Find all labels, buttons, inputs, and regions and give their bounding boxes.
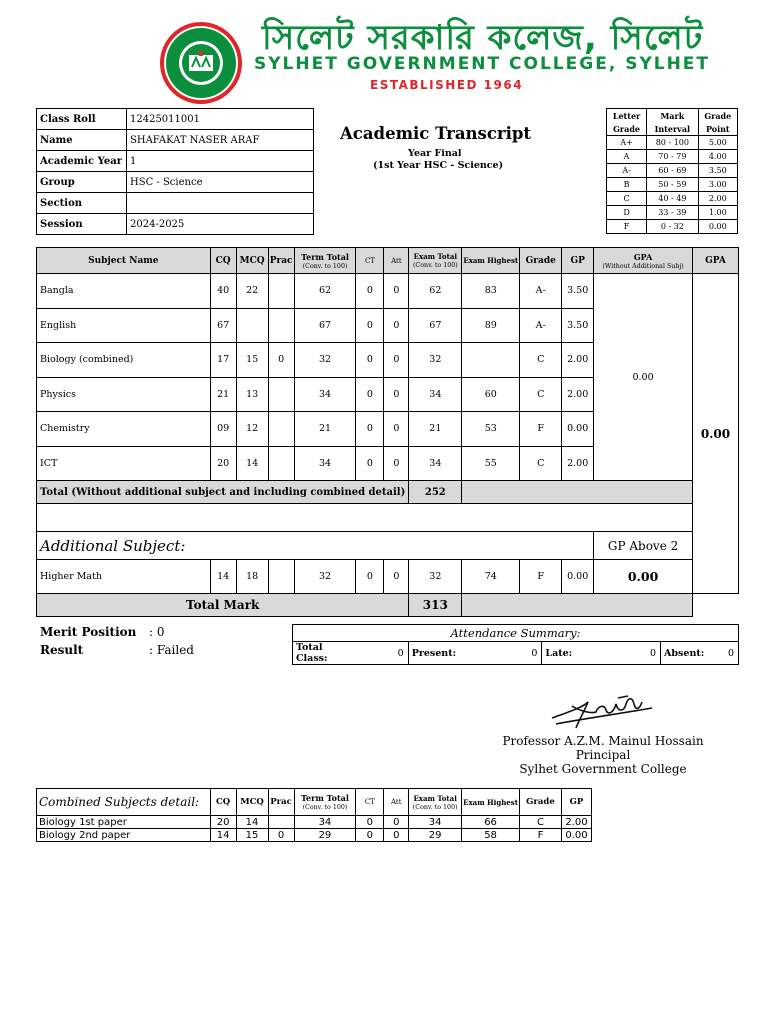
subject-highest: 55 (462, 446, 520, 481)
late-label: Late: (542, 642, 588, 665)
subject-term: 67 (294, 308, 356, 343)
col-grade: Grade (520, 248, 562, 274)
attendance-title: Attendance Summary: (293, 625, 739, 642)
subject-highest (462, 343, 520, 378)
absent-label: Absent: (661, 642, 707, 665)
additional-subject: Higher Math (37, 560, 211, 594)
combined-mcq: 14 (236, 816, 268, 829)
exam-name: Year Final (408, 148, 462, 159)
grade-scale-cell: A (607, 150, 647, 164)
grade-scale-cell: A+ (607, 136, 647, 150)
gpa-without-additional-value: 0.00 (594, 274, 693, 481)
combined-highest: 58 (462, 829, 520, 842)
grade-scale-row (607, 178, 738, 192)
signatory-name: Professor A.Z.M. Mainul Hossain (502, 734, 704, 748)
col-ct: CT (356, 248, 384, 274)
additional-term: 32 (294, 560, 356, 594)
subject-highest: 89 (462, 308, 520, 343)
combined-cq: 14 (210, 829, 236, 842)
student-info-label: Class Roll (37, 109, 127, 130)
gpa-value: 0.00 (692, 274, 738, 594)
subject-gp: 3.50 (562, 308, 594, 343)
subject-prac (268, 274, 294, 309)
subject-ct: 0 (356, 343, 384, 378)
subject-row (37, 274, 739, 309)
grade-scale-cell: D (607, 206, 647, 220)
subject-gp: 2.00 (562, 446, 594, 481)
col-term-total: Term Total (Conv. to 100) (294, 248, 356, 274)
grade-scale-cell: 3.50 (698, 164, 737, 178)
subject-term: 34 (294, 377, 356, 412)
subject-grade: A- (520, 274, 562, 309)
combined-col-att: Att (384, 789, 409, 816)
grade-scale-cell: 70 - 79 (647, 150, 698, 164)
student-info-label: Name (37, 130, 127, 151)
college-logo (158, 20, 244, 106)
established-year: ESTABLISHED 1964 (370, 78, 524, 92)
combined-col-cq: CQ (210, 789, 236, 816)
combined-grade: F (520, 829, 562, 842)
total-mark-label: Total Mark (37, 594, 409, 617)
additional-cq: 14 (210, 560, 236, 594)
grade-scale-row (607, 220, 738, 234)
combined-att: 0 (384, 829, 409, 842)
combined-ct: 0 (356, 816, 384, 829)
grade-scale-header: Point (698, 122, 737, 136)
combined-col-ct: CT (356, 789, 384, 816)
subject-exam: 62 (409, 274, 462, 309)
subject-ct: 0 (356, 308, 384, 343)
subject-highest: 60 (462, 377, 520, 412)
grade-scale-header: Mark (647, 109, 698, 123)
student-info-table (36, 108, 314, 235)
signatory-title: Principal (575, 748, 631, 762)
combined-term: 34 (294, 816, 356, 829)
subject-grade: F (520, 412, 562, 447)
subject-term: 34 (294, 446, 356, 481)
student-info-label: Group (37, 172, 127, 193)
gp-above-2-label: GP Above 2 (594, 532, 693, 560)
subject-mcq: 22 (236, 274, 268, 309)
student-info-value: 1 (127, 151, 314, 172)
subject-prac: 0 (268, 343, 294, 378)
merit-position-value: : 0 (149, 625, 165, 639)
additional-grade: F (520, 560, 562, 594)
combined-row (37, 816, 592, 829)
grade-scale-table (606, 108, 738, 234)
col-gpa: GPA (692, 248, 738, 274)
col-prac: Prac (268, 248, 294, 274)
absent-value: 0 (707, 642, 739, 665)
grade-scale-header: Letter (607, 109, 647, 123)
student-info-value: HSC - Science (127, 172, 314, 193)
subject-exam: 21 (409, 412, 462, 447)
subject-cq: 17 (210, 343, 236, 378)
subject-ct: 0 (356, 412, 384, 447)
subject-gp: 2.00 (562, 343, 594, 378)
total-class-label: Total Class: (293, 642, 353, 665)
subject-cq: 40 (210, 274, 236, 309)
grade-scale-cell: 1.00 (698, 206, 737, 220)
subject-term: 21 (294, 412, 356, 447)
result-label: Result (40, 643, 84, 657)
attendance-summary-table (292, 624, 739, 665)
grade-scale-header: Grade (607, 122, 647, 136)
subject-exam: 67 (409, 308, 462, 343)
subject-grade: A- (520, 308, 562, 343)
additional-subject-row (37, 560, 739, 594)
exam-subtitle: (1st Year HSC - Science) (373, 160, 504, 171)
subject-cq: 21 (210, 377, 236, 412)
subject-grade: C (520, 343, 562, 378)
subject-subject: English (37, 308, 211, 343)
student-info-label: Section (37, 193, 127, 214)
combined-col-grade: Grade (520, 789, 562, 816)
combined-highest: 66 (462, 816, 520, 829)
subject-att: 0 (384, 343, 409, 378)
subject-grade: C (520, 377, 562, 412)
subject-att: 0 (384, 412, 409, 447)
additional-prac (268, 560, 294, 594)
subject-mcq: 14 (236, 446, 268, 481)
results-table (36, 247, 739, 617)
total-without-additional-value: 252 (409, 481, 462, 504)
col-exam-total: Exam Total (Conv. to 100) (409, 248, 462, 274)
grade-scale-cell: 50 - 59 (647, 178, 698, 192)
student-info-value: SHAFAKAT NASER ARAF (127, 130, 314, 151)
subject-highest: 53 (462, 412, 520, 447)
present-label: Present: (408, 642, 462, 665)
grade-scale-row (607, 150, 738, 164)
combined-term: 29 (294, 829, 356, 842)
combined-row (37, 829, 592, 842)
grade-scale-header: Grade (698, 109, 737, 123)
student-info-row (37, 151, 314, 172)
grade-scale-row (607, 192, 738, 206)
subject-att: 0 (384, 274, 409, 309)
combined-exam: 34 (409, 816, 462, 829)
grade-scale-cell: C (607, 192, 647, 206)
grade-scale-cell: 0 - 32 (647, 220, 698, 234)
combined-col-term-total: Term Total (Conv. to 100) (294, 789, 356, 816)
subject-term: 62 (294, 274, 356, 309)
combined-cq: 20 (210, 816, 236, 829)
combined-col-mcq: MCQ (236, 789, 268, 816)
transcript-title: Academic Transcript (340, 124, 532, 143)
grade-scale-cell: 0.00 (698, 220, 737, 234)
grade-scale-row (607, 206, 738, 220)
gp-above-2-value: 0.00 (594, 560, 693, 594)
subject-subject: Physics (37, 377, 211, 412)
subject-highest: 83 (462, 274, 520, 309)
signatory-organization: Sylhet Government College (519, 762, 687, 776)
college-name-bangla: সিলেট সরকারি কলেজ, সিলেট (262, 18, 704, 58)
combined-grade: C (520, 816, 562, 829)
student-info-row (37, 130, 314, 151)
col-subject-name: Subject Name (37, 248, 211, 274)
subject-grade: C (520, 446, 562, 481)
subject-cq: 67 (210, 308, 236, 343)
subject-prac (268, 377, 294, 412)
subject-att: 0 (384, 446, 409, 481)
student-info-row (37, 109, 314, 130)
subject-subject: Biology (combined) (37, 343, 211, 378)
combined-prac: 0 (268, 829, 294, 842)
col-exam-highest: Exam Highest (462, 248, 520, 274)
subject-subject: ICT (37, 446, 211, 481)
combined-subject: Biology 2nd paper (37, 829, 211, 842)
combined-col-gp: GP (561, 789, 591, 816)
additional-gp: 0.00 (562, 560, 594, 594)
student-info-value: 2024-2025 (127, 214, 314, 235)
student-info-label: Academic Year (37, 151, 127, 172)
grade-scale-header: Interval (647, 122, 698, 136)
additional-ct: 0 (356, 560, 384, 594)
grade-scale-row (607, 136, 738, 150)
additional-subject-label: Additional Subject: (37, 532, 594, 560)
combined-col-exam-total: Exam Total (Conv. to 100) (409, 789, 462, 816)
subject-cq: 09 (210, 412, 236, 447)
subject-exam: 34 (409, 446, 462, 481)
combined-subject: Biology 1st paper (37, 816, 211, 829)
grade-scale-cell: 2.00 (698, 192, 737, 206)
combined-prac (268, 816, 294, 829)
col-att: Att (384, 248, 409, 274)
combined-title: Combined Subjects detail: (37, 789, 211, 816)
total-without-additional-row (37, 481, 739, 504)
additional-mcq: 18 (236, 560, 268, 594)
col-mcq: MCQ (236, 248, 268, 274)
col-gp: GP (562, 248, 594, 274)
principal-signature (548, 688, 666, 734)
merit-position-label: Merit Position (40, 625, 137, 639)
subject-gp: 3.50 (562, 274, 594, 309)
grade-scale-cell: 80 - 100 (647, 136, 698, 150)
combined-gp: 0.00 (561, 829, 591, 842)
student-info-value: 12425011001 (127, 109, 314, 130)
student-info-label: Session (37, 214, 127, 235)
subject-mcq: 12 (236, 412, 268, 447)
student-info-row (37, 172, 314, 193)
combined-exam: 29 (409, 829, 462, 842)
present-value: 0 (462, 642, 542, 665)
total-without-additional-label: Total (Without additional subject and including combined detail) (37, 481, 409, 504)
grade-scale-cell: 40 - 49 (647, 192, 698, 206)
grade-scale-cell: F (607, 220, 647, 234)
grade-scale-cell: 4.00 (698, 150, 737, 164)
grade-scale-cell: B (607, 178, 647, 192)
college-name-english: SYLHET GOVERNMENT COLLEGE, SYLHET (254, 54, 711, 74)
combined-ct: 0 (356, 829, 384, 842)
subject-mcq: 15 (236, 343, 268, 378)
subject-gp: 2.00 (562, 377, 594, 412)
total-class-value: 0 (352, 642, 408, 665)
additional-att: 0 (384, 560, 409, 594)
total-mark-filler (462, 594, 693, 617)
subject-prac (268, 446, 294, 481)
total-mark-value: 313 (409, 594, 462, 617)
student-info-row (37, 193, 314, 214)
subject-ct: 0 (356, 446, 384, 481)
grade-scale-cell: A- (607, 164, 647, 178)
grade-scale-cell: 33 - 39 (647, 206, 698, 220)
subject-att: 0 (384, 308, 409, 343)
combined-col-exam-highest: Exam Highest (462, 789, 520, 816)
additional-exam: 32 (409, 560, 462, 594)
subject-mcq: 13 (236, 377, 268, 412)
subject-subject: Bangla (37, 274, 211, 309)
subject-prac (268, 308, 294, 343)
subject-term: 32 (294, 343, 356, 378)
student-info-row (37, 214, 314, 235)
grade-scale-cell: 3.00 (698, 178, 737, 192)
subject-cq: 20 (210, 446, 236, 481)
combined-gp: 2.00 (561, 816, 591, 829)
grade-scale-cell: 5.00 (698, 136, 737, 150)
subject-exam: 34 (409, 377, 462, 412)
grade-scale-cell: 60 - 69 (647, 164, 698, 178)
combined-subjects-table (36, 788, 592, 842)
additional-highest: 74 (462, 560, 520, 594)
subject-mcq (236, 308, 268, 343)
late-value: 0 (588, 642, 661, 665)
combined-mcq: 15 (236, 829, 268, 842)
col-cq: CQ (210, 248, 236, 274)
combined-col-prac: Prac (268, 789, 294, 816)
student-info-value (127, 193, 314, 214)
subject-att: 0 (384, 377, 409, 412)
total-filler (462, 481, 693, 504)
grade-scale-row (607, 164, 738, 178)
spacer (37, 504, 693, 532)
subject-prac (268, 412, 294, 447)
col-gpa-without-additional: GPA (Without Additional Subj) (594, 248, 693, 274)
subject-gp: 0.00 (562, 412, 594, 447)
subject-ct: 0 (356, 274, 384, 309)
subject-exam: 32 (409, 343, 462, 378)
subject-subject: Chemistry (37, 412, 211, 447)
subject-ct: 0 (356, 377, 384, 412)
combined-att: 0 (384, 816, 409, 829)
result-value: : Failed (149, 643, 194, 657)
